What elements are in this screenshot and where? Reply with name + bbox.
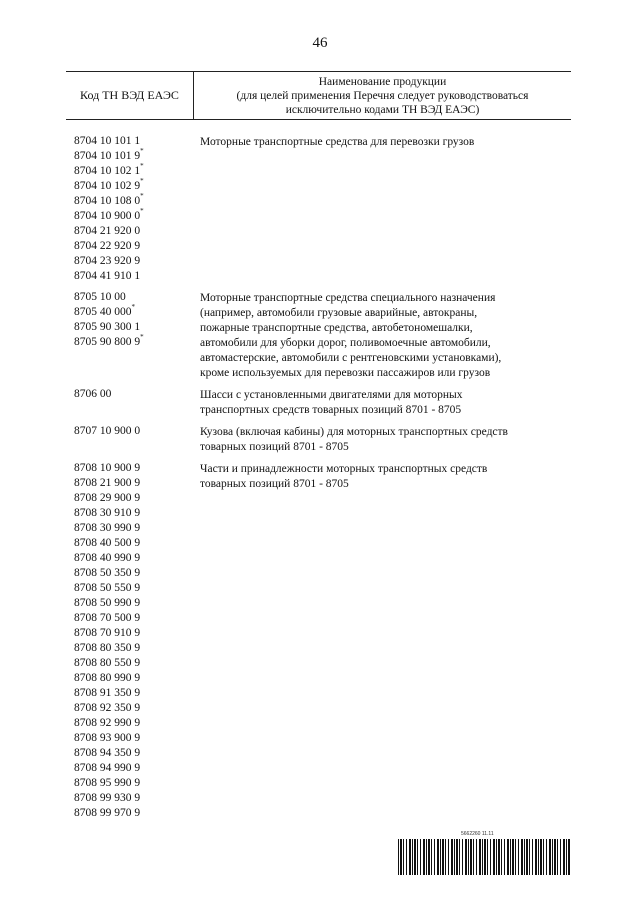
description-line: (например, автомобили грузовые аварийные, автокраны, [200,307,478,319]
tnved-code [74,239,200,254]
product-group [74,134,571,284]
code-value: 8708 91 350 9 [74,687,141,699]
tnved-code [74,536,200,551]
tnved-code [74,387,200,402]
tnved-code [74,776,200,791]
code-list [74,290,200,381]
code-value: 8708 21 900 9 [74,477,141,489]
tnved-code [74,716,200,731]
footnote-mark: * [140,147,144,156]
tnved-code [74,149,200,164]
code-value: 8708 30 990 9 [74,522,141,534]
code-value: 8705 10 00 [74,291,126,303]
footnote-mark: * [140,207,144,216]
product-description [200,424,571,455]
code-value: 8705 90 800 9 [74,336,141,348]
tnved-code [74,626,200,641]
tnved-code [74,611,200,626]
code-value: 8708 70 500 9 [74,612,141,624]
product-group [74,424,571,455]
tnved-code [74,476,200,491]
name-header-line: Наименование продукции [318,76,447,88]
tnved-code [74,194,200,209]
tnved-code [74,506,200,521]
tnved-code [74,269,200,284]
tnved-code [74,746,200,761]
code-value: 8704 23 920 9 [74,255,141,267]
code-value: 8705 40 000 [74,306,132,318]
code-value: 8708 50 550 9 [74,582,141,594]
tnved-code [74,761,200,776]
description-line: Части и принадлежности моторных транспортных средств [200,463,488,475]
code-value: 8708 99 930 9 [74,792,141,804]
stamp-text: 5662260 11.11 [461,831,494,837]
product-description [200,290,571,381]
table-header [66,71,571,120]
tnved-code [74,701,200,716]
code-value: 8708 95 990 9 [74,777,141,789]
tnved-code [74,305,200,320]
tnved-code [74,290,200,305]
code-value: 8704 10 108 0 [74,195,141,207]
tnved-code [74,656,200,671]
description-line: Моторные транспортные средства специального назначения [200,292,496,304]
code-value: 8708 70 910 9 [74,627,141,639]
code-value: 8708 50 990 9 [74,597,141,609]
barcode-image [398,839,570,875]
code-value: 8704 22 920 9 [74,240,141,252]
footnote-mark: * [131,303,135,312]
tnved-code [74,335,200,350]
code-value: 8708 80 350 9 [74,642,141,654]
tnved-code [74,596,200,611]
product-groups [74,134,571,827]
tnved-code [74,209,200,224]
code-value: 8704 10 102 9 [74,180,141,192]
code-value: 8708 50 350 9 [74,567,141,579]
code-list [74,134,200,284]
tnved-code [74,254,200,269]
code-value: 8704 10 900 0 [74,210,141,222]
code-value: 8708 80 990 9 [74,672,141,684]
code-value: 8704 41 910 1 [74,270,141,282]
code-value: 8708 92 990 9 [74,717,141,729]
tnved-code [74,521,200,536]
code-column-header: Код ТН ВЭД ЕАЭС [80,88,179,102]
tnved-code [74,164,200,179]
product-description [200,461,571,821]
tnved-code [74,320,200,335]
tnved-code [74,134,200,149]
name-header-line: исключительно кодами ТН ВЭД ЕАЭС) [285,104,480,116]
document-stamp [398,831,570,875]
code-value: 8708 92 350 9 [74,702,141,714]
code-value: 8704 10 101 1 [74,135,141,147]
footnote-mark: * [140,162,144,171]
name-header-line: (для целей применения Перечня следует руководствоваться [236,90,529,102]
code-value: 8706 00 [74,388,112,400]
tnved-code [74,461,200,476]
tnved-code [74,491,200,506]
footnote-mark: * [140,192,144,201]
code-value: 8707 10 900 0 [74,425,141,437]
code-value: 8708 40 990 9 [74,552,141,564]
code-value: 8708 94 350 9 [74,747,141,759]
description-line: Моторные транспортные средства для перевозки грузов [200,136,475,148]
description-line: транспортных средств товарных позиций 8701 - 8705 [200,404,462,416]
tnved-code [74,806,200,821]
tnved-code [74,791,200,806]
code-value: 8704 10 102 1 [74,165,141,177]
code-value: 8704 21 920 0 [74,225,141,237]
description-line: пожарные транспортные средства, автобетономешалки, [200,322,473,334]
code-value: 8704 10 101 9 [74,150,141,162]
code-value: 8708 93 900 9 [74,732,141,744]
code-list [74,387,200,418]
name-column-header [194,75,571,117]
description-line: кроме используемых для перевозки пассажиров или грузов [200,367,491,379]
footnote-mark: * [140,333,144,342]
product-group [74,290,571,381]
code-value: 8708 10 900 9 [74,462,141,474]
page-number: 46 [312,35,328,51]
product-group [74,387,571,418]
product-group [74,461,571,821]
description-line: товарных позиций 8701 - 8705 [200,441,349,453]
code-value: 8708 29 900 9 [74,492,141,504]
tnved-code [74,731,200,746]
code-value: 8708 30 910 9 [74,507,141,519]
description-line: Кузова (включая кабины) для моторных транспортных средств [200,426,508,438]
tnved-code [74,224,200,239]
description-line: автомобили для уборки дорог, поливомоечные автомобили, [200,337,491,349]
code-list [74,461,200,821]
tnved-code [74,581,200,596]
tnved-code [74,179,200,194]
tnved-code [74,424,200,439]
code-value: 8708 94 990 9 [74,762,141,774]
tnved-code [74,566,200,581]
tnved-code [74,641,200,656]
code-value: 8708 40 500 9 [74,537,141,549]
tnved-code [74,686,200,701]
code-value: 8705 90 300 1 [74,321,141,333]
description-line: товарных позиций 8701 - 8705 [200,478,349,490]
footnote-mark: * [140,177,144,186]
product-description [200,387,571,418]
tnved-code [74,551,200,566]
code-value: 8708 80 550 9 [74,657,141,669]
code-list [74,424,200,455]
product-description [200,134,571,284]
code-value: 8708 99 970 9 [74,807,141,819]
description-line: автомастерские, автомобили с рентгеновскими установками), [200,352,502,364]
description-line: Шасси с установленными двигателями для моторных [200,389,463,401]
tnved-code [74,671,200,686]
